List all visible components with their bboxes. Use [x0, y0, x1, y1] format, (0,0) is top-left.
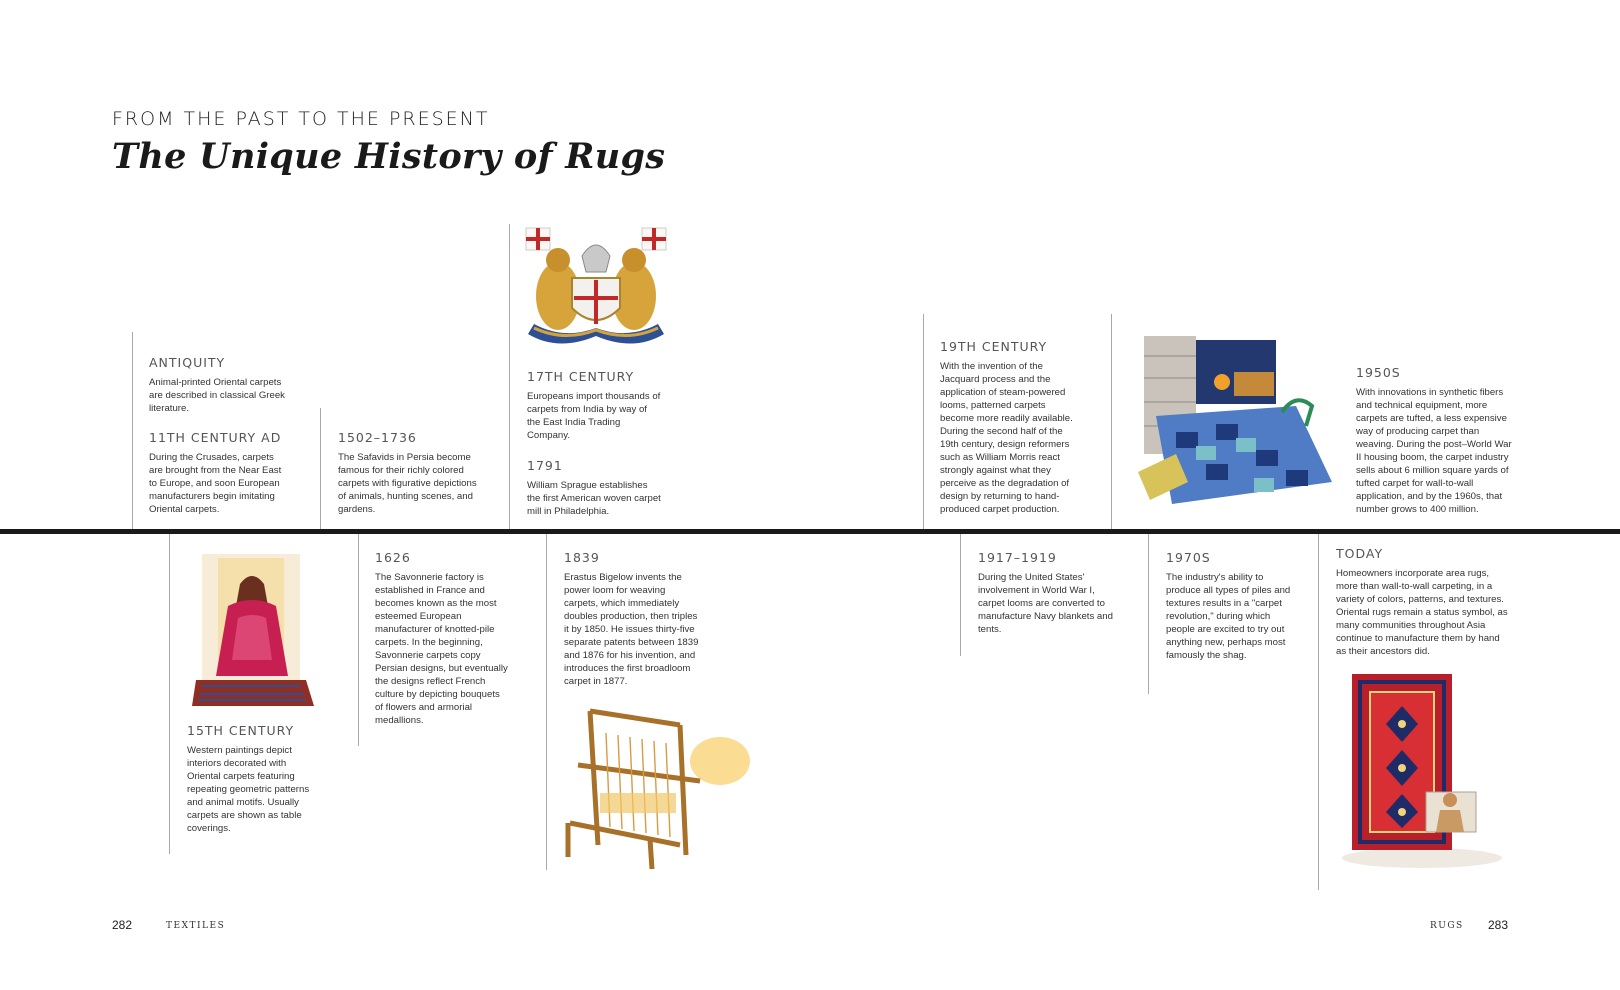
timeline-entry-1839	[564, 550, 699, 688]
timeline-entry-1917	[978, 550, 1113, 636]
oriental-rug-illustration	[1322, 670, 1502, 870]
timeline-connector	[132, 332, 133, 529]
woman-on-carpet-illustration	[188, 548, 318, 713]
timeline-connector	[1111, 314, 1112, 529]
entry-text: With the invention of the Jacquard process and the application of steam-powered looms, patterned carpets become more readily available. During the second half of the 19th century, design reformers such as William Morris react strongly against what they perceive as the degradation of design by returning to hand-produced carpet production.	[940, 361, 1073, 515]
timeline-entry-1791	[527, 458, 662, 518]
entry-year: 1970S	[1166, 550, 1211, 565]
page-title: The Unique History of Rugs	[112, 136, 666, 177]
entry-year: ANTIQUITY	[149, 355, 226, 370]
timeline-entry-1626	[375, 550, 510, 727]
section-kicker: FROM THE PAST TO THE PRESENT	[112, 108, 490, 130]
entry-year: 1502–1736	[338, 430, 417, 445]
timeline-entry-15th-century	[187, 723, 315, 835]
entry-text: With innovations in synthetic fibers and technical equipment, more carpets are tufted, a less expensive way of producing carpet than weaving. During the post–World War II housing boom, the carpet industry sells about 6 million square yards of tufted carpet for wall-to-wall application, and by the 1960s, that number grows to 400 million.	[1356, 387, 1512, 515]
timeline-connector	[509, 224, 510, 529]
timeline-connector	[923, 314, 924, 529]
entry-year: TODAY	[1336, 546, 1384, 561]
timeline-entry-11th-century	[149, 430, 289, 516]
page-number-left: 282	[112, 918, 133, 932]
timeline-entry-19th-century	[940, 339, 1080, 516]
timeline-entry-1502	[338, 430, 478, 516]
entry-year: 1839	[564, 550, 600, 565]
page-number-right: 283	[1488, 918, 1509, 932]
entry-text: During the Crusades, carpets are brought from the Near East to Europe, and soon European manufacturers begin imitating Oriental carpets.	[149, 452, 282, 515]
entry-year: 19TH CENTURY	[940, 339, 1048, 354]
entry-year: 1950S	[1356, 365, 1401, 380]
timeline-axis	[0, 529, 1620, 534]
entry-year: 15TH CENTURY	[187, 723, 295, 738]
entry-year: 17TH CENTURY	[527, 369, 635, 384]
timeline-connector	[960, 534, 961, 656]
timeline-entry-1950s	[1356, 365, 1512, 516]
timeline-entry-today	[1336, 546, 1512, 658]
entry-year: 1626	[375, 550, 411, 565]
entry-year: 1791	[527, 458, 563, 473]
entry-text: William Sprague establishes the first American woven carpet mill in Philadelphia.	[527, 480, 661, 517]
running-head-right: RUGS	[1430, 921, 1464, 931]
entry-text: Homeowners incorporate area rugs, more than wall-to-wall carpeting, in a variety of colors, patterns, and textures. Oriental rugs remain a status symbol, as many communities throughout Asia continue to manufacture them by hand as their ancestors did.	[1336, 568, 1508, 657]
timeline-entry-antiquity	[149, 355, 289, 415]
entry-text: The industry's ability to produce all types of piles and textures results in a "carpet revolution," during which people are excited to try out anything new, perhaps most famously the shag.	[1166, 572, 1291, 661]
timeline-connector	[358, 534, 359, 746]
entry-text: The Safavids in Persia become famous for their richly colored carpets with figurative depictions of animals, hunting scenes, and gardens.	[338, 452, 477, 515]
coat-of-arms-illustration	[518, 224, 674, 354]
running-head-left: TEXTILES	[166, 921, 226, 931]
entry-year: 1917–1919	[978, 550, 1057, 565]
entry-text: Animal-printed Oriental carpets are described in classical Greek literature.	[149, 377, 285, 414]
entry-text: Europeans import thousands of carpets from India by way of the East India Trading Company.	[527, 391, 661, 441]
entry-text: The Savonnerie factory is established in France and becomes known as the most esteemed European manufacturer of knotted-pile carpets. In the beginning, Savonnerie carpets copy Persian designs, but eventually the designs reflect French culture by depicting bouquets of flowers and armorial medallions.	[375, 572, 508, 726]
timeline-entry-1970s	[1166, 550, 1296, 662]
entry-text: Western paintings depict interiors decorated with Oriental carpets featuring repeating geometric patterns and animal motifs. Usually carpets are shown as table coverings.	[187, 745, 310, 834]
loom-illustration	[560, 705, 752, 870]
timeline-connector	[169, 534, 170, 854]
timeline-connector	[1318, 534, 1319, 890]
entry-year: 11TH CENTURY AD	[149, 430, 282, 445]
entry-text: During the United States' involvement in World War I, carpet looms are converted to manufacture Navy blankets and tents.	[978, 572, 1113, 635]
living-room-rug-illustration	[1136, 332, 1332, 506]
entry-text: Erastus Bigelow invents the power loom for weaving carpets, which immediately doubles production, then triples it by 1850. He issues thirty-five separate patents between 1839 and 1876 for his invention, and introduces the first broadloom carpet in 1877.	[564, 572, 699, 687]
timeline-connector	[1148, 534, 1149, 694]
timeline-connector	[320, 408, 321, 529]
timeline-entry-17th-century	[527, 369, 662, 442]
timeline-connector	[546, 534, 547, 870]
